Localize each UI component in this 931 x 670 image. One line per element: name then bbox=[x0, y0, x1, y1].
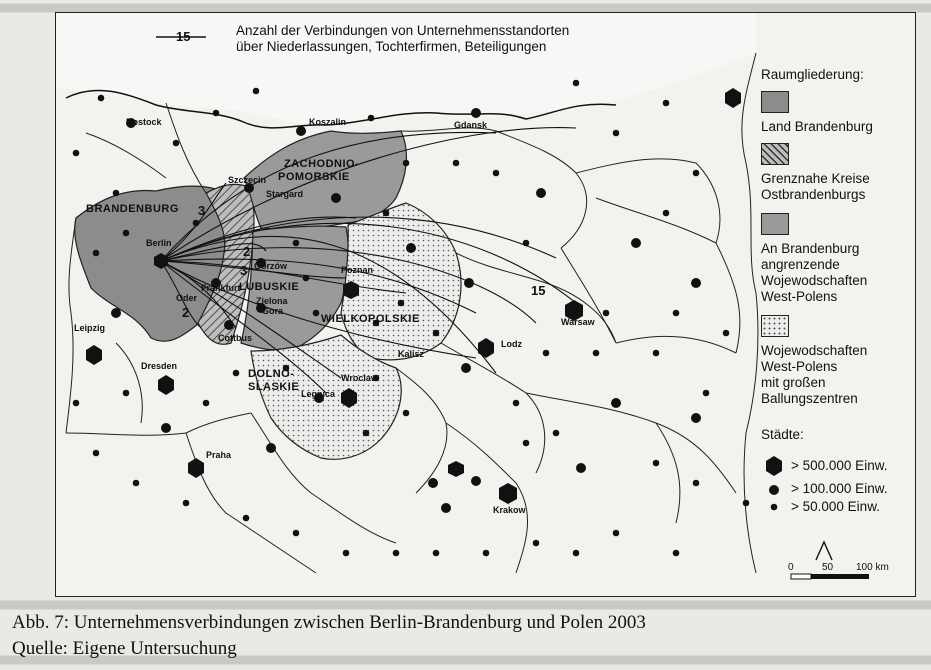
legend-label-angrenz3: Wojewodschaften bbox=[761, 273, 868, 288]
connection-count: 2 bbox=[243, 244, 251, 259]
header-line-value: 15 bbox=[176, 29, 191, 44]
connection-count: 2 bbox=[182, 305, 190, 320]
legend-title-staedte: Städte: bbox=[761, 427, 804, 442]
connection-count: 3 bbox=[198, 203, 206, 218]
region-label-slaskie: SLASKIE bbox=[248, 381, 300, 393]
legend-label-c1: > 500.000 Einw. bbox=[791, 458, 888, 473]
city-label-warsaw: Warsaw bbox=[561, 317, 595, 327]
legend-label-grenz1: Grenznahe Kreise bbox=[761, 171, 870, 186]
header-title-line1: Anzahl der Verbindungen von Unternehmensstandorten bbox=[236, 23, 570, 38]
region-label-brandenburg: BRANDENBURG bbox=[86, 203, 179, 215]
region-label-dolno: DOLNO- bbox=[248, 368, 295, 380]
city-label-rostock: Rostock bbox=[126, 117, 162, 127]
city-label-lodz: Lodz bbox=[501, 339, 522, 349]
city-label-zielona: Zielona bbox=[256, 296, 288, 306]
city-label-wroclaw: Wroclaw bbox=[341, 373, 378, 383]
legend-label-woj1: Wojewodschaften bbox=[761, 343, 868, 358]
connection-count: 15 bbox=[531, 283, 546, 298]
region-wielkopolskie bbox=[341, 203, 461, 360]
legend-title-raum: Raumgliederung: bbox=[761, 67, 864, 82]
city-label-frankfurt: Frankfurt bbox=[201, 283, 241, 293]
legend-label-woj4: Ballungszentren bbox=[761, 391, 858, 406]
legend-label-c2: > 100.000 Einw. bbox=[791, 481, 888, 496]
region-label-pomorskie: POMORSKIE bbox=[278, 171, 350, 183]
legend-hex-large bbox=[766, 456, 782, 476]
figure-source: Quelle: Eigene Untersuchung bbox=[12, 638, 237, 659]
scale-bar bbox=[791, 574, 869, 579]
legend-label-angrenz4: West-Polens bbox=[761, 289, 838, 304]
city-label-poznan: Poznan bbox=[341, 265, 374, 275]
city-label-kalisz: Kalisz bbox=[398, 349, 425, 359]
legend-label-land: Land Brandenburg bbox=[761, 119, 873, 134]
city-label-gdansk: Gdansk bbox=[454, 120, 488, 130]
city-label-cottbus: Cottbus bbox=[218, 333, 252, 343]
region-label-zachodnio: ZACHODNIO- bbox=[284, 158, 360, 170]
legend-label-c3: > 50.000 Einw. bbox=[791, 499, 880, 514]
legend-swatch-brandenburg bbox=[761, 91, 789, 113]
map-figure bbox=[55, 12, 916, 597]
legend-label-woj2: West-Polens bbox=[761, 359, 838, 374]
city-label-legnica: Legnica bbox=[301, 389, 336, 399]
header-title-line2: über Niederlassungen, Tochterfirmen, Beteiligungen bbox=[236, 39, 547, 54]
city-label-koszalin: Koszalin bbox=[309, 117, 347, 127]
legend-label-woj3: mit großen bbox=[761, 375, 826, 390]
scale-label-0: 0 bbox=[788, 562, 794, 573]
city-label-praha: Praha bbox=[206, 450, 232, 460]
city-label-berlin: Berlin bbox=[146, 238, 172, 248]
region-label-wielkopolskie: WIELKOPOLSKIE bbox=[321, 313, 420, 325]
city-label-krakow: Krakow bbox=[493, 505, 526, 515]
region-label-lubuskie: LUBUSKIE bbox=[239, 281, 300, 293]
city-label-oder: Oder bbox=[176, 293, 198, 303]
north-arrow bbox=[816, 542, 832, 560]
city-label-dresden: Dresden bbox=[141, 361, 178, 371]
legend-label-angrenz1: An Brandenburg bbox=[761, 241, 860, 256]
city-label-gora: Gora bbox=[262, 306, 284, 316]
city-label-szczecin: Szczecin bbox=[228, 175, 267, 185]
connection-count: 3 bbox=[240, 263, 248, 278]
figure-caption: Abb. 7: Unternehmensverbindungen zwischen Berlin-Brandenburg und Polen 2003 bbox=[12, 612, 646, 633]
city-label-leipzig: Leipzig bbox=[74, 323, 105, 333]
legend-label-grenz2: Ostbrandenburgs bbox=[761, 187, 866, 202]
legend-swatch-woj bbox=[761, 315, 789, 337]
city-label-gorzow: Gorzów bbox=[254, 261, 287, 271]
legend-dot-small bbox=[771, 504, 778, 511]
scale-label-100: 100 km bbox=[856, 562, 889, 573]
scale-label-50: 50 bbox=[822, 562, 834, 573]
legend-label-angrenz2: angrenzende bbox=[761, 257, 840, 272]
city-label-stargard: Stargard bbox=[266, 189, 304, 199]
legend-swatch-angrenz bbox=[761, 213, 789, 235]
legend-dot-medium bbox=[769, 485, 779, 495]
legend-swatch-grenz bbox=[761, 143, 789, 165]
